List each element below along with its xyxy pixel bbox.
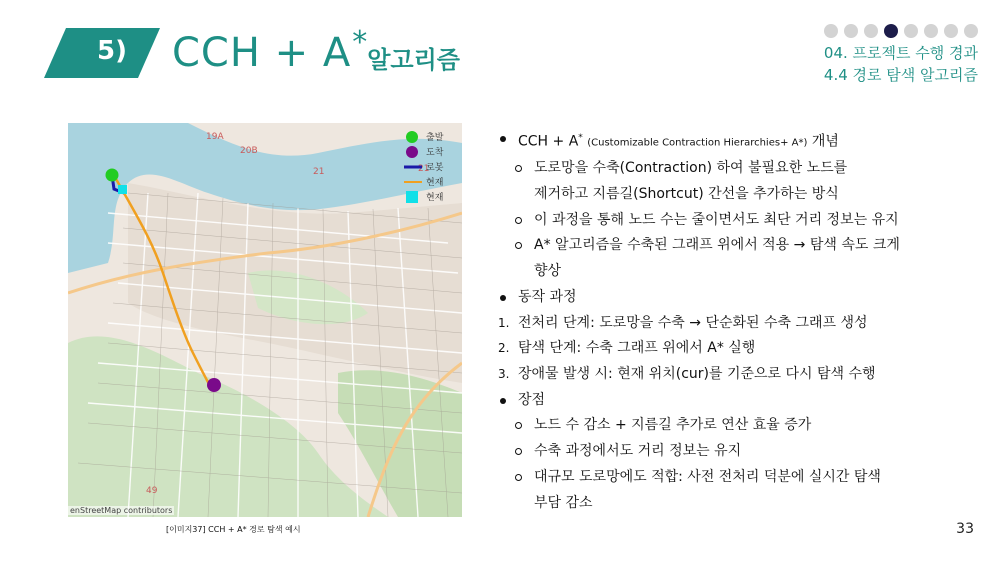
list-step: 2. 탐색 단계: 수축 그래프 위에서 A* 실행 bbox=[498, 340, 756, 357]
page-title bbox=[172, 25, 460, 76]
progress-dot bbox=[944, 24, 958, 38]
list-subitem-continuation: 제거하고 지름길(Shortcut) 간선을 추가하는 방식 bbox=[534, 186, 839, 203]
circle-bullet-icon bbox=[515, 474, 522, 481]
title-main: CCH + A bbox=[172, 30, 352, 76]
road-label: 20B bbox=[240, 146, 258, 156]
circle-bullet-icon bbox=[515, 217, 522, 224]
progress-dot bbox=[844, 24, 858, 38]
list-item: 동작 과정 bbox=[496, 285, 976, 311]
road-label: 19A bbox=[206, 132, 224, 142]
progress-dot bbox=[924, 24, 938, 38]
start-marker bbox=[106, 169, 119, 182]
square-icon bbox=[404, 191, 422, 203]
current-marker bbox=[118, 185, 127, 194]
road-label: 21 bbox=[313, 167, 325, 177]
line-icon bbox=[404, 176, 422, 188]
section-number: 5) bbox=[97, 36, 127, 66]
map-canvas bbox=[68, 123, 462, 517]
list-item: 장점 bbox=[496, 388, 976, 414]
bullet-icon bbox=[500, 136, 506, 142]
list-step: 1. 전처리 단계: 도로망을 수축 → 단순화된 수축 그래프 생성 bbox=[498, 314, 868, 331]
progress-dot-active bbox=[884, 24, 898, 38]
page-number: 33 bbox=[956, 521, 974, 537]
title-sup: * bbox=[352, 25, 368, 60]
line-icon bbox=[404, 161, 422, 173]
circle-icon bbox=[404, 146, 422, 158]
section-breadcrumb bbox=[824, 42, 978, 86]
circle-icon bbox=[404, 131, 422, 143]
bullet-icon bbox=[500, 398, 506, 404]
section-chapter: 04. 프로젝트 수행 경과 bbox=[823, 44, 978, 62]
road-label: 21 bbox=[418, 164, 430, 174]
map-legend bbox=[404, 129, 460, 204]
list-subitem: 노드 수 감소 + 지름길 추가로 연산 효율 증가 bbox=[496, 413, 976, 439]
map-credit: enStreetMap contributors bbox=[70, 506, 173, 515]
destination-marker bbox=[207, 378, 221, 392]
legend-item: 현재 bbox=[404, 174, 460, 189]
road-label: 49 bbox=[146, 486, 158, 496]
progress-dot bbox=[864, 24, 878, 38]
section-badge bbox=[44, 28, 160, 78]
list-subitem: 대규모 도로망에도 적합: 사전 전처리 덕분에 실시간 탐색 bbox=[496, 465, 976, 491]
list-subitem-continuation: 부담 감소 bbox=[534, 494, 593, 511]
progress-dot bbox=[824, 24, 838, 38]
section-subchapter: 4.4 경로 탐색 알고리즘 bbox=[823, 66, 978, 84]
figure-caption: [이미지37] CCH + A* 경로 탐색 예시 bbox=[166, 525, 301, 534]
list-subitem: A* 알고리즘을 수축된 그래프 위에서 적용 → 탐색 속도 크게 bbox=[496, 233, 976, 259]
list-subitem: 이 과정을 통해 노드 수는 줄이면서도 최단 거리 정보는 유지 bbox=[496, 208, 976, 234]
bullet-icon bbox=[500, 295, 506, 301]
progress-dot bbox=[904, 24, 918, 38]
legend-item: 출발 bbox=[404, 129, 460, 144]
list-subitem: 도로망을 수축(Contraction) 하여 불필요한 노드를 bbox=[496, 156, 976, 182]
list-subitem: 수축 과정에서도 거리 정보는 유지 bbox=[496, 439, 976, 465]
progress-dot bbox=[964, 24, 978, 38]
title-tail: 알고리즘 bbox=[367, 46, 460, 74]
list-subitem-continuation: 향상 bbox=[534, 263, 562, 280]
legend-item: 로봇 bbox=[404, 159, 460, 174]
circle-bullet-icon bbox=[515, 448, 522, 455]
circle-bullet-icon bbox=[515, 422, 522, 429]
content-list bbox=[496, 126, 976, 516]
list-step: 3. 장애물 발생 시: 현재 위치(cur)를 기준으로 다시 탐색 수행 bbox=[498, 365, 876, 382]
legend-item: 도착 bbox=[404, 144, 460, 159]
list-item: CCH + A* (Customizable Contraction Hierarchies+ A*) 개념 bbox=[496, 126, 976, 156]
route-map bbox=[68, 123, 462, 517]
progress-dots bbox=[824, 24, 978, 38]
legend-item: 현재 bbox=[404, 189, 460, 204]
circle-bullet-icon bbox=[515, 242, 522, 249]
circle-bullet-icon bbox=[515, 165, 522, 172]
